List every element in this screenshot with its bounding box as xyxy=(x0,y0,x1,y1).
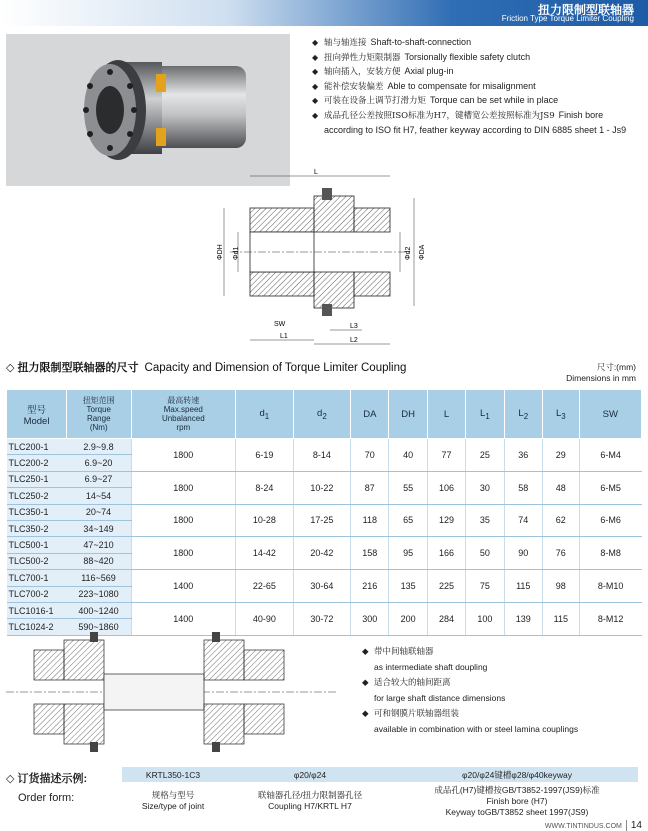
feature-item: ◆ 轴与轴连接 Shaft-to-shaft-connection xyxy=(312,36,642,51)
spec-table xyxy=(6,389,642,636)
dim-d2: Φd2 xyxy=(405,246,412,260)
cell-range: 47~210 xyxy=(67,537,132,553)
order-bore-label: 联轴器孔径/扭力限制器孔径 Coupling H7/KRTL H7 xyxy=(257,790,363,811)
cell-L3: 98 xyxy=(542,570,579,603)
bullet-icon: ◆ xyxy=(362,708,369,718)
cell-d1: 6-19 xyxy=(236,439,294,472)
cell-L: 77 xyxy=(427,439,465,472)
bullet-icon: ◆ xyxy=(312,38,319,47)
cell-DH: 40 xyxy=(389,439,427,472)
feature-item: ◆ 能补偿安装偏差 Able to compensate for misalignment xyxy=(312,80,642,95)
page-footer xyxy=(545,820,648,831)
intermediate-feature-list xyxy=(362,644,642,737)
section-drawing xyxy=(210,168,440,350)
feature-item: ◆ 成品孔径公差按照ISO标准为H7，键槽宽公差按照标准为JS9 Finish bore according to ISO fit H7, feather keyway according to DIN 6885 sheet 1 - Js9 xyxy=(312,109,642,137)
cell-d2: 8-14 xyxy=(293,439,351,472)
cell-SW: 6-M5 xyxy=(579,471,641,504)
cell-model: TLC700-2 xyxy=(7,586,67,602)
cell-DH: 55 xyxy=(389,471,427,504)
table-row xyxy=(7,504,642,520)
cell-DA: 118 xyxy=(351,504,389,537)
table-row xyxy=(7,602,642,618)
cell-range: 223~1080 xyxy=(67,586,132,602)
cell-range: 116~569 xyxy=(67,570,132,586)
col-d1: $d_1$ xyxy=(236,390,294,439)
table-row xyxy=(7,471,642,487)
feature-item: ◆ 可和钢膜片联轴器组装 xyxy=(362,708,460,719)
cell-L1: 30 xyxy=(466,471,504,504)
feature-item: available in combination with or steel lamina couplings xyxy=(374,724,579,734)
cell-d2: 17-25 xyxy=(293,504,351,537)
dim-DH: ΦDH xyxy=(217,244,224,260)
col-range: 扭矩范围 Torque Range (Nm) xyxy=(67,390,132,439)
cell-SW: 6-M4 xyxy=(579,439,641,472)
cell-L2: 36 xyxy=(504,439,542,472)
cell-L2: 139 xyxy=(504,602,542,635)
cell-model: TLC500-2 xyxy=(7,553,67,569)
cell-L3: 76 xyxy=(542,537,579,570)
cell-range: 6.9~20 xyxy=(67,455,132,471)
cell-d1: 14-42 xyxy=(236,537,294,570)
product-photo xyxy=(6,34,290,186)
cell-model: TLC700-1 xyxy=(7,570,67,586)
bullet-icon: ◆ xyxy=(312,81,319,91)
dim-DA: ΦDA xyxy=(419,244,426,260)
cell-L1: 100 xyxy=(466,602,504,635)
feature-item: as intermediate shaft doupling xyxy=(374,662,488,672)
bullet-icon: ◆ xyxy=(312,110,319,120)
cell-model: TLC1024-2 xyxy=(7,619,67,635)
cell-d1: 22-65 xyxy=(236,570,294,603)
footer-site: WWW.TINTINDUS.COM xyxy=(544,823,622,830)
cell-speed: 1400 xyxy=(131,570,236,603)
intermediate-shaft-drawing xyxy=(6,628,336,756)
header-title-cn: 扭力限制型联轴器 xyxy=(537,3,634,17)
cell-range: 2.9~9.8 xyxy=(67,439,132,455)
bullet-icon: ◆ xyxy=(362,677,369,687)
col-speed: 最高转速 Max.speed Unbalanced rpm xyxy=(131,390,236,439)
cell-d2: 20-42 xyxy=(293,537,351,570)
cell-model: TLC250-2 xyxy=(7,488,67,504)
cell-L2: 58 xyxy=(504,471,542,504)
table-row xyxy=(7,537,642,553)
cell-L3: 115 xyxy=(542,602,579,635)
cell-SW: 8-M8 xyxy=(579,537,641,570)
dim-L2: L2 xyxy=(350,337,358,344)
feature-item: ◆ 带中间轴联轴器 xyxy=(362,646,434,657)
cell-range: 14~54 xyxy=(67,488,132,504)
cell-model: TLC350-1 xyxy=(7,504,67,520)
cell-model: TLC1016-1 xyxy=(7,602,67,618)
cell-model: TLC250-1 xyxy=(7,471,67,487)
bullet-icon: ◆ xyxy=(312,67,319,77)
cell-speed: 1800 xyxy=(131,537,236,570)
bullet-icon: ◆ xyxy=(312,96,319,106)
cell-DA: 87 xyxy=(351,471,389,504)
cell-range: 20~74 xyxy=(67,504,132,520)
feature-item: for large shaft distance dimensions xyxy=(374,693,506,703)
order-size-label: 规格与型号 Size/type of joint xyxy=(141,790,205,811)
feature-item: ◆ 可装在设备上调节打滑力矩 Torque can be set while in place xyxy=(312,94,642,109)
cell-L1: 25 xyxy=(466,439,504,472)
order-bore: φ20/φ24 xyxy=(224,767,396,782)
cell-DA: 216 xyxy=(351,570,389,603)
cell-d2: 30-64 xyxy=(293,570,351,603)
cell-L1: 75 xyxy=(466,570,504,603)
cell-model: TLC500-1 xyxy=(7,537,67,553)
order-code: KRTL350-1C3 xyxy=(122,767,224,782)
cell-d1: 8-24 xyxy=(236,471,294,504)
dim-L: L xyxy=(314,169,318,176)
page-header xyxy=(0,0,648,26)
cell-DA: 158 xyxy=(351,537,389,570)
cell-model: TLC350-2 xyxy=(7,520,67,536)
cell-L3: 29 xyxy=(542,439,579,472)
col-d2: $d_2$ xyxy=(293,390,351,439)
col-L1: $L_1$ xyxy=(466,390,504,439)
page-number: 14 xyxy=(626,820,648,831)
col-DH: DH xyxy=(389,390,427,439)
cell-speed: 1800 xyxy=(131,471,236,504)
cell-SW: 8-M12 xyxy=(579,602,641,635)
order-keyway: φ20/φ24键槽φ28/φ40keyway xyxy=(396,767,638,782)
col-L3: $L_3$ xyxy=(542,390,579,439)
cell-L3: 48 xyxy=(542,471,579,504)
cell-range: 590~1860 xyxy=(67,619,132,635)
cell-DH: 200 xyxy=(389,602,427,635)
dim-SW: SW xyxy=(274,321,286,328)
cell-DA: 300 xyxy=(351,602,389,635)
cell-L: 166 xyxy=(427,537,465,570)
feature-item: ◆ 适合较大的轴间距离 xyxy=(362,677,451,688)
cell-DH: 135 xyxy=(389,570,427,603)
cell-model: TLC200-2 xyxy=(7,455,67,471)
cell-d2: 10-22 xyxy=(293,471,351,504)
cell-model: TLC200-1 xyxy=(7,439,67,455)
dim-d1: Φd1 xyxy=(233,246,240,260)
cell-DH: 95 xyxy=(389,537,427,570)
cell-range: 88~420 xyxy=(67,553,132,569)
col-DA: DA xyxy=(351,390,389,439)
order-title: ◇ 订货描述示例: xyxy=(6,773,88,785)
order-keyway-label: 成品孔(H7)键槽按GB/T3852-1997(JS9)标准 Finish bore (H7) Keyway toGB/T3852 sheet 1997(JS9) xyxy=(434,784,600,817)
col-L2: $L_2$ xyxy=(504,390,542,439)
col-model: 型号 Model xyxy=(7,390,67,439)
cell-range: 400~1240 xyxy=(67,602,132,618)
cell-L3: 62 xyxy=(542,504,579,537)
cell-L2: 90 xyxy=(504,537,542,570)
cell-range: 6.9~27 xyxy=(67,471,132,487)
section-title: ◇ 扭力限制型联轴器的尺寸 Capacity and Dimension of Torque Limiter Coupling xyxy=(6,362,407,374)
order-title-en: Order form: xyxy=(18,792,75,804)
cell-speed: 1800 xyxy=(131,439,236,472)
cell-d1: 40-90 xyxy=(236,602,294,635)
col-SW: SW xyxy=(579,390,641,439)
cell-L1: 35 xyxy=(466,504,504,537)
cell-L: 225 xyxy=(427,570,465,603)
col-L: L xyxy=(427,390,465,439)
cell-DH: 65 xyxy=(389,504,427,537)
cell-L: 106 xyxy=(427,471,465,504)
feature-item: ◆ 扭向弹性力矩限制器 Torsionally flexible safety clutch xyxy=(312,51,642,66)
table-header-row xyxy=(7,390,642,439)
table-row xyxy=(7,439,642,455)
cell-L1: 50 xyxy=(466,537,504,570)
cell-range: 34~149 xyxy=(67,520,132,536)
cell-L2: 115 xyxy=(504,570,542,603)
dim-L1: L1 xyxy=(280,333,288,340)
cell-speed: 1800 xyxy=(131,504,236,537)
dim-L3: L3 xyxy=(350,323,358,330)
cell-SW: 8-M10 xyxy=(579,570,641,603)
units-note: 尺寸:(mm) Dimensions in mm xyxy=(566,362,636,383)
bullet-icon: ◆ xyxy=(362,646,369,656)
feature-list xyxy=(312,36,642,137)
cell-L: 284 xyxy=(427,602,465,635)
cell-DA: 70 xyxy=(351,439,389,472)
bullet-icon: ◆ xyxy=(312,52,319,62)
cell-d2: 30-72 xyxy=(293,602,351,635)
table-row xyxy=(7,570,642,586)
cell-SW: 6-M6 xyxy=(579,504,641,537)
feature-item: ◆ 轴向插入，安装方便 Axial plug-in xyxy=(312,65,642,80)
header-title-en: Friction Type Torque Limiter Coupling xyxy=(501,14,634,23)
cell-L: 129 xyxy=(427,504,465,537)
order-table xyxy=(122,767,638,820)
cell-L2: 74 xyxy=(504,504,542,537)
cell-d1: 10-28 xyxy=(236,504,294,537)
cell-speed: 1400 xyxy=(131,602,236,635)
